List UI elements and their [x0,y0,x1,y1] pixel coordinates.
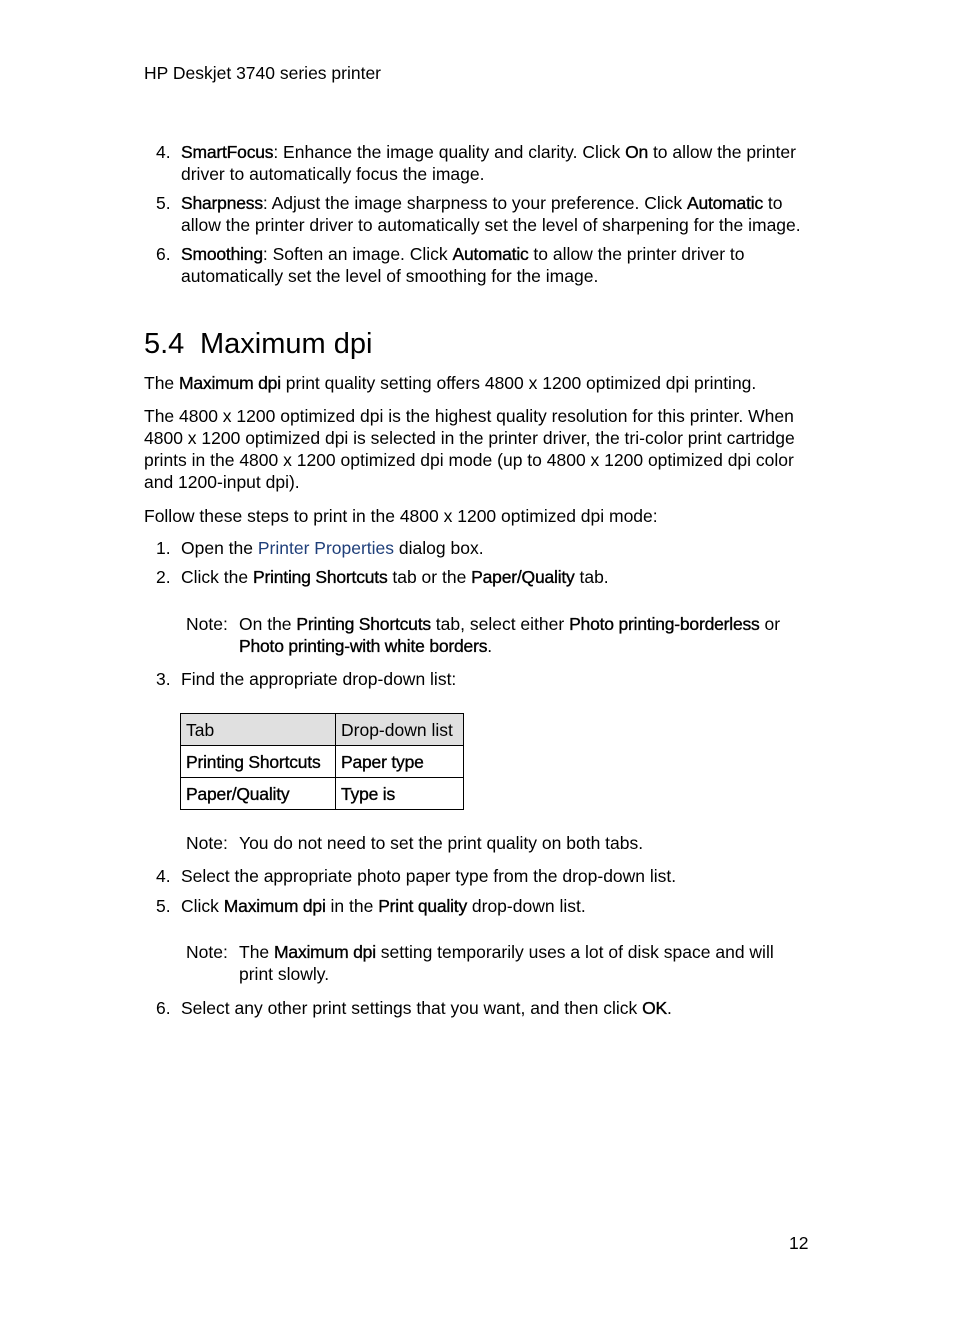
note-text-part: setting temporarily uses a lot of disk space and will print slowly. [239,942,774,984]
keyword-automatic: Automatic [686,193,763,213]
list-number: 1. [156,538,171,558]
step-4 [144,865,849,887]
step-2 [144,566,849,588]
item-text: : Adjust the image sharpness to your preference. Click [262,193,687,213]
section-number: 5.4 [144,328,185,360]
note-text-part: On the [239,614,297,634]
list-number: 2. [156,567,171,587]
note-label: Note: [186,614,228,634]
section-heading [144,326,372,362]
list-item [144,141,812,185]
term-smoothing: Smoothing [181,244,263,264]
step-1 [144,537,849,559]
list-number: 4. [156,142,171,162]
step-text: Click the [181,567,253,587]
note-text-part: . [487,636,493,656]
note-text: You do not need to set the print quality on both tabs. [239,833,644,853]
paragraph: The 4800 x 1200 optimized dpi is the highest quality resolution for this printer. When 4800 x 1200 optimized dpi is selected in the printer driver, the tri-color print cartridge prints in the 4800 x 1200 optimized dpi mode (up to 4800 x 1200 optimized dpi color and 1200-input dpi). [144,406,795,492]
list-number: 6. [156,998,171,1018]
keyword-ok: OK [642,998,667,1018]
keyword-photo-borderless: Photo printing-borderless [569,614,760,634]
note-label: Note: [186,942,228,962]
keyword-printing-shortcuts: Printing Shortcuts [252,567,388,587]
keyword-paper-quality: Paper/Quality [471,567,575,587]
term-smartfocus: SmartFocus [181,142,274,162]
table-cell: Type is [336,778,464,810]
note-text-part: The [239,942,275,962]
note-label: Note: [186,833,228,853]
step-text: dialog box. [394,538,484,558]
note-text-part: or [759,614,781,634]
list-number: 6. [156,244,171,264]
keyword-maximum-dpi: Maximum dpi [274,942,376,962]
keyword-on: On [625,142,649,162]
keyword-maximum-dpi: Maximum dpi [179,373,281,393]
step-text: drop-down list. [467,896,586,916]
note-text [239,941,812,985]
page-number: 12 [789,1233,809,1253]
running-header: HP Deskjet 3740 series printer [144,63,382,83]
table-cell: Paper/Quality [181,778,336,810]
section-title: Maximum dpi [200,328,373,360]
keyword-printing-shortcuts: Printing Shortcuts [296,614,431,634]
dropdown-table [180,713,464,810]
note-text [239,613,812,657]
step-text: Click [181,896,224,916]
list-number: 4. [156,866,171,886]
para-text: The [144,373,180,393]
item-text: to allow the printer driver to automatically focus the image. [181,142,796,184]
paragraph [144,372,812,394]
table-header-cell: Tab [181,714,336,746]
list-number: 5. [156,193,171,213]
keyword-print-quality: Print quality [378,896,468,916]
table-cell: Paper type [336,746,464,778]
step-text: Select any other print settings that you want, and then click [181,998,643,1018]
step-5 [144,895,849,917]
note-text-part: tab, select either [430,614,570,634]
printer-properties-link[interactable]: Printer Properties [257,538,395,558]
step-text: tab or the [387,567,472,587]
step-3 [144,668,849,690]
term-sharpness: Sharpness [181,193,263,213]
table-header-cell: Drop-down list [336,714,464,746]
table-row [181,778,464,810]
step-text: . [666,998,672,1018]
step-text: in the [325,896,379,916]
item-text: to allow the printer driver to automatically set the level of smoothing for the image. [181,244,745,286]
keyword-automatic: Automatic [452,244,529,264]
step-text: Find the appropriate drop-down list: [181,669,457,689]
feature-list [144,141,812,287]
step-text: Select the appropriate photo paper type from the drop-down list. [181,866,677,886]
table-header-row [181,714,464,746]
paragraph: Follow these steps to print in the 4800 x 1200 optimized dpi mode: [144,506,658,526]
table-row [181,746,464,778]
keyword-photo-white-borders: Photo printing-with white borders [239,636,488,656]
keyword-maximum-dpi: Maximum dpi [223,896,326,916]
step-text: tab. [574,567,609,587]
para-text: print quality setting offers 4800 x 1200 optimized dpi printing. [280,373,757,393]
list-number: 5. [156,896,171,916]
item-text: : Enhance the image quality and clarity. Click [273,142,626,162]
step-6 [144,997,849,1019]
list-number: 3. [156,669,171,689]
item-text: to allow the printer driver to automatically set the level of sharpening for the image. [181,193,801,235]
list-item [144,192,812,236]
step-text: Open the [181,538,258,558]
table-cell: Printing Shortcuts [181,746,336,778]
item-text: : Soften an image. Click [262,244,453,264]
list-item [144,243,812,287]
